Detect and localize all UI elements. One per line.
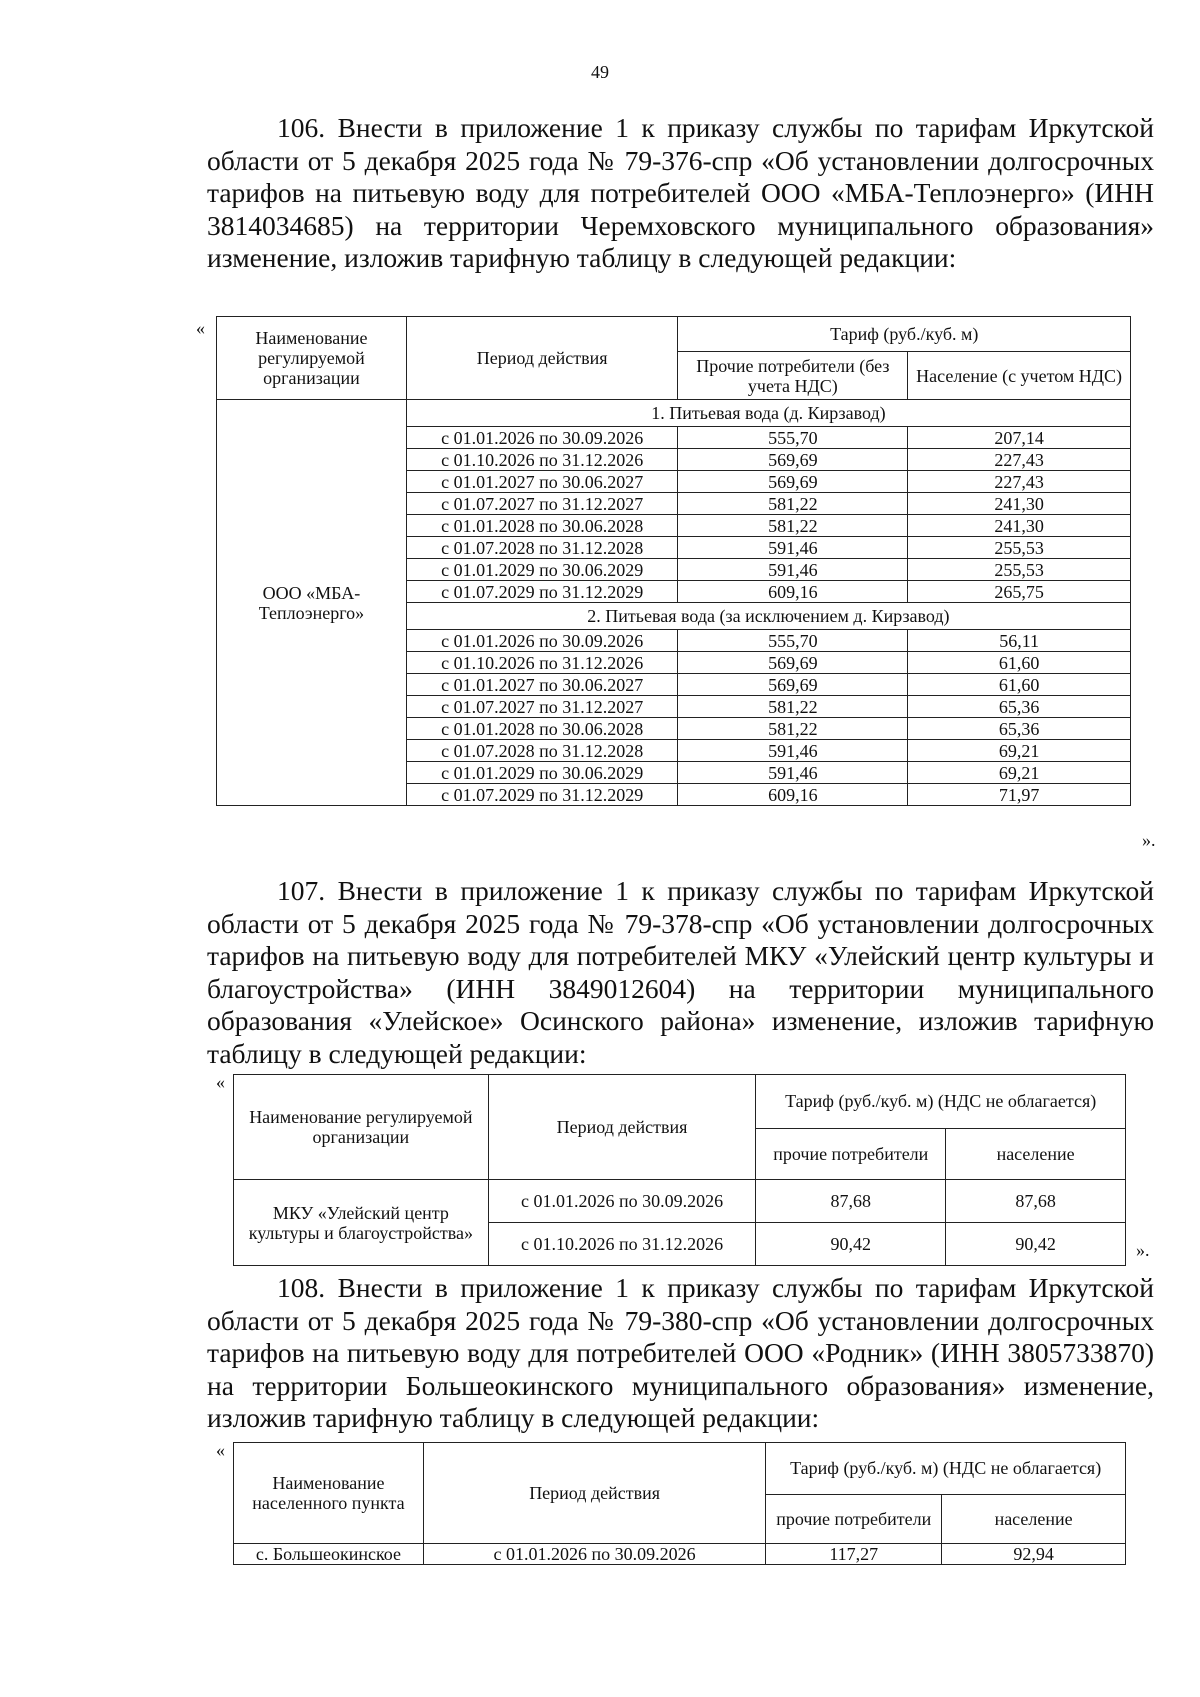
other-tariff-cell: 555,70 [678,427,908,449]
other-tariff-cell: 569,69 [678,449,908,471]
population-tariff-cell: 56,11 [908,630,1131,652]
other-tariff-cell: 569,69 [678,471,908,493]
population-tariff-cell: 61,60 [908,652,1131,674]
other-tariff-cell: 591,46 [678,559,908,581]
population-tariff-cell: 90,42 [946,1223,1126,1266]
quote-open-2: « [216,1072,225,1092]
period-cell: с 01.01.2026 по 30.09.2026 [423,1544,765,1565]
header-other-consumers: прочие потребители [766,1494,942,1544]
other-tariff-cell: 581,22 [678,696,908,718]
period-cell: с 01.07.2029 по 31.12.2029 [406,581,678,603]
place-cell: с. Большеокинское [234,1544,424,1565]
header-other-consumers: прочие потребители [756,1128,946,1180]
period-cell: с 01.07.2027 по 31.12.2027 [406,696,678,718]
page-number: 49 [591,62,609,82]
other-tariff-cell: 609,16 [678,581,908,603]
header-population: Население (с учетом НДС) [908,352,1131,400]
population-tariff-cell: 69,21 [908,762,1131,784]
org-name: МКУ «Улейский центр культуры и благоустройства» [234,1180,489,1266]
population-tariff-cell: 255,53 [908,559,1131,581]
period-cell: с 01.07.2027 по 31.12.2027 [406,493,678,515]
header-period: Период действия [406,317,678,400]
population-tariff-cell: 87,68 [946,1180,1126,1223]
other-tariff-cell: 87,68 [756,1180,946,1223]
header-tariff: Тариф (руб./куб. м) [678,317,1131,352]
population-tariff-cell: 69,21 [908,740,1131,762]
header-tariff: Тариф (руб./куб. м) (НДС не облагается) [756,1075,1126,1129]
header-org: Наименование регулируемой организации [234,1075,489,1180]
population-tariff-cell: 227,43 [908,449,1131,471]
population-tariff-cell: 65,36 [908,718,1131,740]
other-tariff-cell: 117,27 [766,1544,942,1565]
population-tariff-cell: 265,75 [908,581,1131,603]
period-cell: с 01.01.2027 по 30.06.2027 [406,471,678,493]
period-cell: с 01.10.2026 по 31.12.2026 [488,1223,756,1266]
other-tariff-cell: 555,70 [678,630,908,652]
population-tariff-cell: 207,14 [908,427,1131,449]
other-tariff-cell: 581,22 [678,718,908,740]
header-org: Наименование регулируемой организации [217,317,407,400]
section-title: 1. Питьевая вода (д. Кирзавод) [406,400,1130,427]
period-cell: с 01.10.2026 по 31.12.2026 [406,449,678,471]
population-tariff-cell: 65,36 [908,696,1131,718]
header-population: население [942,1494,1126,1544]
header-other-consumers: Прочие потребители (без учета НДС) [678,352,908,400]
period-cell: с 01.01.2029 по 30.06.2029 [406,762,678,784]
period-cell: с 01.01.2028 по 30.06.2028 [406,718,678,740]
population-tariff-cell: 92,94 [942,1544,1126,1565]
other-tariff-cell: 591,46 [678,740,908,762]
quote-open-1: « [196,318,205,338]
period-cell: с 01.01.2026 по 30.09.2026 [488,1180,756,1223]
other-tariff-cell: 591,46 [678,537,908,559]
other-tariff-cell: 90,42 [756,1223,946,1266]
item-108-text: 108. Внести в приложение 1 к приказу службы по тарифам Иркутской области от 5 декабря 2025 года № 79-380-спр «Об установлении долгосрочных тарифов на питьевую воду для потребителей ООО «Родник» (ИНН 3805733870) на территории Большеокинского муниципального образования» изменение, изложив тарифную таблицу в следующей редакции: [207,1272,1154,1433]
other-tariff-cell: 609,16 [678,784,908,806]
other-tariff-cell: 591,46 [678,762,908,784]
tariff-table-2 [233,1074,1126,1266]
population-tariff-cell: 241,30 [908,493,1131,515]
period-cell: с 01.01.2026 по 30.09.2026 [406,630,678,652]
population-tariff-cell: 227,43 [908,471,1131,493]
period-cell: с 01.10.2026 по 31.12.2026 [406,652,678,674]
population-tariff-cell: 61,60 [908,674,1131,696]
tariff-table-3 [233,1442,1126,1565]
header-period: Период действия [423,1443,765,1544]
period-cell: с 01.07.2028 по 31.12.2028 [406,537,678,559]
period-cell: с 01.01.2028 по 30.06.2028 [406,515,678,537]
population-tariff-cell: 241,30 [908,515,1131,537]
period-cell: с 01.07.2029 по 31.12.2029 [406,784,678,806]
period-cell: с 01.07.2028 по 31.12.2028 [406,740,678,762]
population-tariff-cell: 255,53 [908,537,1131,559]
other-tariff-cell: 569,69 [678,674,908,696]
quote-close-2: ». [1136,1240,1150,1260]
header-place: Наименование населенного пункта [234,1443,424,1544]
population-tariff-cell: 71,97 [908,784,1131,806]
section-title: 2. Питьевая вода (за исключением д. Кирзавод) [406,603,1130,630]
period-cell: с 01.01.2029 по 30.06.2029 [406,559,678,581]
other-tariff-cell: 581,22 [678,515,908,537]
org-name: ООО «МБА-Теплоэнерго» [217,400,407,806]
other-tariff-cell: 581,22 [678,493,908,515]
item-107-text: 107. Внести в приложение 1 к приказу службы по тарифам Иркутской области от 5 декабря 2025 года № 79-378-спр «Об установлении долгосрочных тарифов на питьевую воду для потребителей МКУ «Улейский центр культуры и благоустройства» (ИНН 3849012604) на территории муниципального образования «Улейское» Осинского района» изменение, изложив тарифную таблицу в следующей редакции: [207,875,1154,1069]
quote-open-3: « [216,1440,225,1460]
period-cell: с 01.01.2026 по 30.09.2026 [406,427,678,449]
other-tariff-cell: 569,69 [678,652,908,674]
header-population: население [946,1128,1126,1180]
quote-close-1: ». [1142,830,1156,850]
header-period: Период действия [488,1075,756,1180]
period-cell: с 01.01.2027 по 30.06.2027 [406,674,678,696]
header-tariff: Тариф (руб./куб. м) (НДС не облагается) [766,1443,1126,1495]
item-106-text: 106. Внести в приложение 1 к приказу службы по тарифам Иркутской области от 5 декабря 2025 года № 79-376-спр «Об установлении долгосрочных тарифов на питьевую воду для потребителей ООО «МБА-Теплоэнерго» (ИНН 3814034685) на территории Черемховского муниципального образования» изменение, изложив тарифную таблицу в следующей редакции: [207,112,1154,273]
tariff-table-1 [216,316,1131,806]
